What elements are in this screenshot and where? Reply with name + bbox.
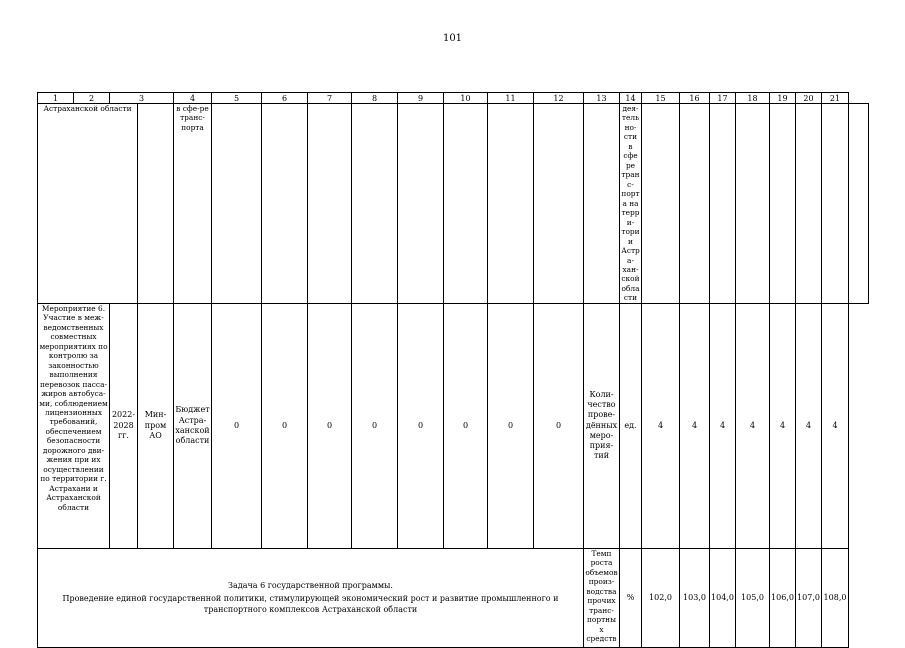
amount-cell: 0: [352, 303, 398, 548]
header-cell-20: 20: [796, 93, 822, 104]
header-cell-15: 15: [642, 93, 680, 104]
value-cell: 102,0: [642, 548, 680, 647]
source-cell: Бюджет Астра-ханской области: [174, 303, 212, 548]
blank-cell: [444, 104, 488, 304]
header-cell-7: 7: [308, 93, 352, 104]
unit-cell: %: [620, 548, 642, 647]
value-cell: 104,0: [710, 548, 736, 647]
header-cell-13: 13: [584, 93, 620, 104]
value-cell: 4: [680, 303, 710, 548]
header-cell-12: 12: [534, 93, 584, 104]
header-cell-16: 16: [680, 93, 710, 104]
indicator-cell: Темп роста объемов произ-водства прочих транс-портных средств: [584, 548, 620, 647]
amount-cell: 0: [212, 303, 262, 548]
header-cell-1-2: [38, 93, 110, 104]
value-cell: 106,0: [770, 548, 796, 647]
table-row: [38, 548, 869, 647]
value-cell: 4: [796, 303, 822, 548]
value-cell: 105,0: [736, 548, 770, 647]
executor-cell: в сфе-ре транс-порта: [174, 104, 212, 304]
executor-cell: Мин-пром АО: [138, 303, 174, 548]
header-cell-9: 9: [398, 93, 444, 104]
blank-cell: [736, 104, 770, 304]
blank-cell: [212, 104, 262, 304]
header-cell-4: 4: [174, 93, 212, 104]
blank-cell: [822, 104, 849, 304]
blank-cell: [534, 104, 584, 304]
unit-cell: ед.: [620, 303, 642, 548]
task-title: Задача 6 государственной программы.: [228, 580, 393, 590]
header-row: [38, 93, 869, 104]
task-cell: [38, 548, 584, 647]
header-cell-21: 21: [822, 93, 849, 104]
value-cell: 4: [770, 303, 796, 548]
value-cell: 4: [710, 303, 736, 548]
value-cell: 4: [736, 303, 770, 548]
blank-cell: [308, 104, 352, 304]
amount-cell: 0: [534, 303, 584, 548]
header-cell-14: 14: [620, 93, 642, 104]
header-cell-8: 8: [352, 93, 398, 104]
header-cell-18: 18: [736, 93, 770, 104]
name-cell: Астраханской области: [38, 104, 138, 304]
blank-cell: [488, 104, 534, 304]
blank-cell: [796, 104, 822, 304]
table-row: [38, 104, 869, 304]
header-cell-19: 19: [770, 93, 796, 104]
indicator-cell: дея-тельно-сти в сфере транс-порта на терри-тории Астра-хан-ской области: [621, 104, 640, 303]
page-number: 101: [442, 33, 463, 44]
blank-cell: [584, 104, 620, 304]
amount-cell: 0: [398, 303, 444, 548]
amount-cell: 0: [488, 303, 534, 548]
blank-cell: [770, 104, 796, 304]
header-cell-11: 11: [488, 93, 534, 104]
blank-cell: [138, 104, 174, 304]
value-cell: 107,0: [796, 548, 822, 647]
amount-cell: 0: [262, 303, 308, 548]
value-cell: 4: [642, 303, 680, 548]
task-text: Проведение единой государственной политики, стимулирующей экономический рост и развитие промышленного и транспортного комплексов Астраханской области: [62, 593, 559, 615]
period-cell: 2022-2028 гг.: [110, 303, 138, 548]
measure-name-cell: Мероприятие 6. Участие в меж-ведомственных совместных мероприятиях по контролю за законностью выполнения перевозок пасса-жиров автобуса-ми, соблюдением лицензионных требований, обеспечением безопасности дорожного дви-жения при их осуществлении по территории г. Астрахани и Астраханской области: [38, 303, 110, 548]
header-cell-6: 6: [262, 93, 308, 104]
header-cell-5: 5: [212, 93, 262, 104]
table-row: [38, 303, 869, 548]
amount-cell: 0: [308, 303, 352, 548]
header-cell-1: 1: [52, 93, 59, 103]
value-cell: 103,0: [680, 548, 710, 647]
blank-cell: [849, 104, 869, 304]
blank-cell: [710, 104, 736, 304]
header-cell-2: 2: [73, 93, 109, 103]
blank-cell: [680, 104, 710, 304]
header-cell-10: 10: [444, 93, 488, 104]
blank-cell: [352, 104, 398, 304]
blank-cell: [642, 104, 680, 304]
blank-cell: [262, 104, 308, 304]
program-table: [37, 92, 869, 648]
amount-cell: 0: [444, 303, 488, 548]
value-cell: 108,0: [822, 548, 849, 647]
blank-cell: [398, 104, 444, 304]
indicator-cell: Коли-чество прове-дённых меро-прия-тий: [584, 303, 620, 548]
header-cell-3: 3: [110, 93, 174, 104]
header-cell-17: 17: [710, 93, 736, 104]
value-cell: 4: [822, 303, 849, 548]
